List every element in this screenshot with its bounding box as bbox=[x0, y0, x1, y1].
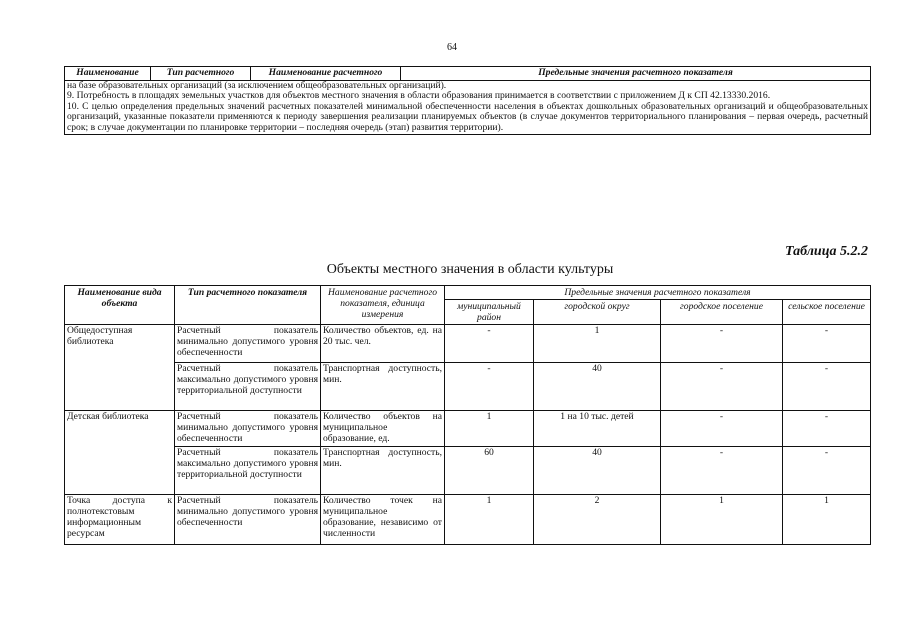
value-urban-settlement: - bbox=[661, 325, 783, 363]
value-rural-settlement: - bbox=[783, 363, 871, 411]
value-city-district: 1 bbox=[534, 325, 661, 363]
header-object-name: Наименование вида объекта bbox=[65, 286, 175, 325]
header-city-district: городской округ bbox=[534, 300, 661, 325]
value-rural-settlement: - bbox=[783, 411, 871, 447]
indicator-name-cell: Транспортная доступность, мин. bbox=[321, 447, 445, 495]
value-rural-settlement: 1 bbox=[783, 495, 871, 545]
value-rural-settlement: - bbox=[783, 447, 871, 495]
continued-table bbox=[64, 66, 871, 135]
indicator-type-cell: Расчетный показатель максимально допустимого уровня территориальной доступности bbox=[175, 363, 321, 411]
header-rural-settlement: сельское поселение bbox=[783, 300, 871, 325]
value-urban-settlement: - bbox=[661, 447, 783, 495]
value-municipal-district: 1 bbox=[445, 411, 534, 447]
value-municipal-district: - bbox=[445, 325, 534, 363]
header-type: Тип расчетного bbox=[151, 67, 251, 81]
note-paragraph: 10. С целью определения предельных значений расчетных показателей минимальной обеспеченности населения в объектах дошкольных образовательных организаций и общеобразовательных организаций, указанные показатели применяются к периоду завершения реализации планируемых объектов (в случае документов территориального планирования – первая очередь, расчетный срок; в случае документации по планировке территории – последняя очередь (этап) развития территории). bbox=[65, 102, 871, 134]
indicator-type-cell: Расчетный показатель минимально допустимого уровня обеспеченности bbox=[175, 411, 321, 447]
value-municipal-district: 60 bbox=[445, 447, 534, 495]
value-urban-settlement: - bbox=[661, 411, 783, 447]
header-indicator-name: Наименование расчетного bbox=[251, 67, 401, 81]
header-municipal-district: муниципальный район bbox=[445, 300, 534, 325]
header-indicator-type: Тип расчетного показателя bbox=[175, 286, 321, 325]
indicator-type-cell: Расчетный показатель минимально допустимого уровня обеспеченности bbox=[175, 495, 321, 545]
note-paragraph: на базе образовательных организаций (за исключением общеобразовательных организаций). bbox=[65, 80, 871, 91]
culture-objects-table bbox=[64, 285, 871, 545]
indicator-name-cell: Количество точек на муниципальное образование, независимо от численности bbox=[321, 495, 445, 545]
table-row bbox=[65, 325, 871, 363]
value-rural-settlement: - bbox=[783, 325, 871, 363]
indicator-name-cell: Транспортная доступность, мин. bbox=[321, 363, 445, 411]
header-name: Наименование bbox=[65, 67, 151, 81]
value-city-district: 40 bbox=[534, 363, 661, 411]
object-name-cell: Точка доступа к полнотекстовым информационным ресурсам bbox=[65, 495, 175, 545]
indicator-type-cell: Расчетный показатель минимально допустимого уровня обеспеченности bbox=[175, 325, 321, 363]
page-number: 64 bbox=[447, 42, 457, 53]
header-urban-settlement: городское поселение bbox=[661, 300, 783, 325]
value-urban-settlement: - bbox=[661, 363, 783, 411]
table-row bbox=[65, 447, 871, 495]
value-urban-settlement: 1 bbox=[661, 495, 783, 545]
object-name-cell: Общедоступная библиотека bbox=[65, 325, 175, 411]
note-paragraph: 9. Потребность в площадях земельных участков для объектов местного значения в области образования принимается в соответствии с приложением Д к СП 42.13330.2016. bbox=[65, 91, 871, 102]
header-indicator-name: Наименование расчетного показателя, единица измерения bbox=[321, 286, 445, 325]
indicator-type-cell: Расчетный показатель максимально допустимого уровня территориальной доступности bbox=[175, 447, 321, 495]
continued-table-header bbox=[65, 67, 871, 81]
table-row bbox=[65, 363, 871, 411]
table-caption: Объекты местного значения в области культуры bbox=[326, 262, 614, 277]
header-limits: Предельные значения расчетного показателя bbox=[445, 286, 871, 300]
value-municipal-district: - bbox=[445, 363, 534, 411]
table-row bbox=[65, 495, 871, 545]
value-city-district: 2 bbox=[534, 495, 661, 545]
header-limits: Предельные значения расчетного показателя bbox=[401, 67, 871, 81]
indicator-name-cell: Количество объектов, ед. на 20 тыс. чел. bbox=[321, 325, 445, 363]
indicator-name-cell: Количество объектов на муниципальное образование, ед. bbox=[321, 411, 445, 447]
object-name-cell: Детская библиотека bbox=[65, 411, 175, 495]
value-city-district: 40 bbox=[534, 447, 661, 495]
table-row bbox=[65, 411, 871, 447]
table-number: Таблица 5.2.2 bbox=[785, 244, 868, 259]
value-city-district: 1 на 10 тыс. детей bbox=[534, 411, 661, 447]
value-municipal-district: 1 bbox=[445, 495, 534, 545]
